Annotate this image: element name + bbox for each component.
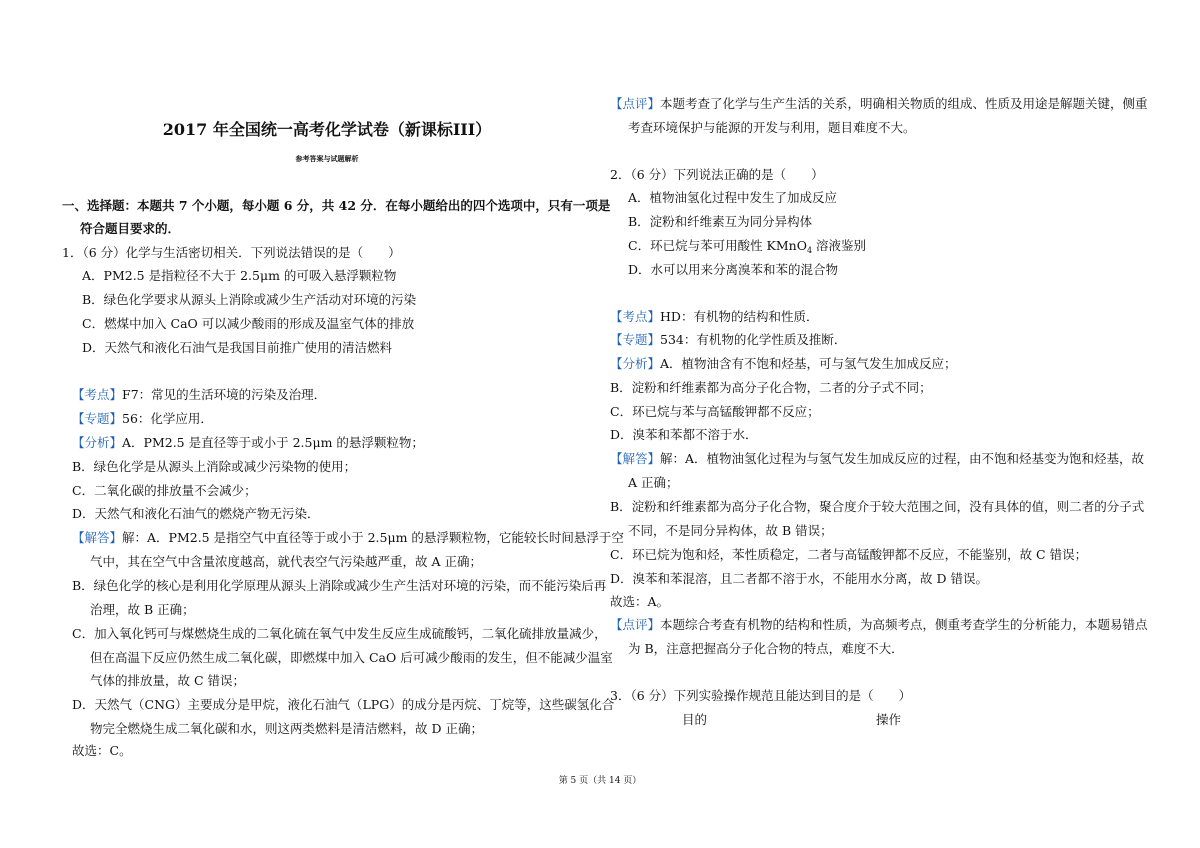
q2-option-d: D．水可以用来分离溴苯和苯的混合物 [628, 262, 839, 277]
zhuanti-tag: 【专题】 [72, 411, 123, 426]
q1-zhuanti [72, 411, 213, 427]
q1-jieda-line-4: 治理，故 B 正确； [90, 602, 195, 617]
q2-kaodian [610, 309, 818, 325]
q3-column-purpose: 目的 [682, 712, 708, 727]
q2-zhuanti-text: 534：有机物的化学性质及推断． [660, 332, 847, 347]
q1-option-a: A．PM2.5 是指粒径不大于 2.5μm 的可吸入悬浮颗粒物 [82, 268, 397, 283]
q2-kaodian-text: HD：有机物的结构和性质． [660, 309, 819, 324]
q2-fenxi-line-4: D．溴苯和苯都不溶于水． [610, 427, 758, 442]
q1-stem: 1．（6 分）化学与生活密切相关．下列说法错误的是（ ） [62, 245, 401, 260]
page-footer: 第 5 页（共 14 页） [558, 776, 642, 786]
q1-jieda-line-2: 气中，其在空气中含量浓度越高，就代表空气污染越严重，故 A 正确； [90, 554, 482, 569]
kaodian-tag: 【考点】 [610, 309, 661, 324]
q1-jieda-line-10: 故选：C。 [72, 743, 132, 758]
q1-jieda-line-1: 解：A．PM2.5 是指空气中直径等于或小于 2.5μm 的悬浮颗粒物，它能较长时间悬浮于空 [122, 530, 624, 545]
q2-zhuanti [610, 332, 846, 348]
q1-zhuanti-text: 56：化学应用． [122, 411, 213, 426]
q1-fenxi-line-2: B．绿色化学是从源头上消除或减少污染物的使用； [72, 459, 357, 474]
section-heading-line-2: 符合题目要求的． [80, 221, 181, 236]
q1-option-c: C．燃煤中加入 CaO 可以减少酸雨的形成及温室气体的排放 [82, 316, 415, 331]
q1-jieda-line-7: 气体的排放量，故 C 错误； [90, 673, 246, 688]
q1-dianping-line-2: 考查环境保护与能源的开发与利用，题目难度不大。 [628, 120, 916, 135]
q2-option-c-text: C．环已烷与苯可用酸性 KMnO [628, 238, 807, 253]
kaodian-tag: 【考点】 [72, 387, 123, 402]
q2-option-b: B．淀粉和纤维素互为同分异构体 [628, 214, 813, 229]
q1-option-d: D．天然气和液化石油气是我国目前推广使用的清洁燃料 [82, 340, 393, 355]
q2-fenxi-line-2: B．淀粉和纤维素都为高分子化合物，二者的分子式不同； [610, 380, 932, 395]
q2-option-c-tail: 溶液鉴别 [812, 238, 867, 253]
q1-jieda-line-6: 但在高温下反应仍然生成二氧化碳，即燃煤中加入 CaO 后可减少酸雨的发生，但不能减少温室 [90, 650, 613, 665]
q1-jieda-line-5: C．加入氧化钙可与煤燃烧生成的二氧化硫在氧气中发生反应生成硫酸钙，二氧化硫排放量减少， [72, 626, 607, 641]
q1-dianping [610, 96, 1148, 112]
q2-option-c-subscript: 4 [806, 246, 813, 255]
q1-fenxi-line-3: C．二氧化碳的排放量不会减少； [72, 483, 257, 498]
dianping-tag: 【点评】 [610, 617, 661, 632]
q2-fenxi [610, 356, 957, 372]
q2-option-c [628, 238, 866, 254]
q2-jieda-line-6: D．溴苯和苯混溶，且二者都不溶于水，不能用水分离，故 D 错误。 [610, 571, 988, 586]
q1-kaodian [72, 387, 326, 403]
page-title: 2017 年全国统一高考化学试卷（新课标III） [162, 120, 492, 139]
q2-jieda-line-1: 解：A．植物油氢化过程为与氢气发生加成反应的过程，由不饱和烃基变为饱和烃基，故 [660, 451, 1145, 466]
q1-option-b: B．绿色化学要求从源头上消除或减少生产活动对环境的污染 [82, 292, 417, 307]
q2-fenxi-line-1: A．植物油含有不饱和烃基，可与氢气发生加成反应； [660, 356, 957, 371]
q1-dianping-line-1: 本题考查了化学与生产生活的关系，明确相关物质的组成、性质及用途是解题关键，侧重 [660, 96, 1148, 111]
q2-dianping-line-1: 本题综合考查有机物的结构和性质，为高频考点，侧重考查学生的分析能力，本题易错点 [660, 617, 1148, 632]
fenxi-tag: 【分析】 [610, 356, 661, 371]
fenxi-tag: 【分析】 [72, 435, 123, 450]
page-subtitle: 参考答案与试题解析 [295, 154, 359, 163]
zhuanti-tag: 【专题】 [610, 332, 661, 347]
q2-jieda-line-3: B．淀粉和纤维素都为高分子化合物，聚合度介于较大范围之间，没有具体的值，则二者的分子式 [610, 499, 1145, 514]
q1-jieda-line-9: 物完全燃烧生成二氧化碳和水，则这两类燃料是清洁燃料，故 D 正确； [90, 721, 483, 736]
jieda-tag: 【解答】 [610, 451, 661, 466]
jieda-tag: 【解答】 [72, 530, 123, 545]
q2-stem: 2．（6 分）下列说法正确的是（ ） [610, 167, 824, 182]
q3-stem: 3．（6 分）下列实验操作规范且能达到目的是（ ） [610, 688, 912, 703]
q2-jieda-line-5: C．环已烷为饱和烃，苯性质稳定，二者与高锰酸钾都不反应，不能鉴别，故 C 错误； [610, 547, 1088, 562]
q1-jieda [72, 530, 624, 546]
q2-option-a: A．植物油氢化过程中发生了加成反应 [628, 190, 838, 205]
q2-dianping-line-2: 为 B，注意把握高分子化合物的特点，难度不大． [628, 641, 904, 656]
q1-jieda-line-3: B．绿色化学的核心是利用化学原理从源头上消除或减少生产生活对环境的污染，而不能污染后再 [72, 578, 607, 593]
q2-jieda-line-4: 不同，不是同分异构体，故 B 错误； [628, 523, 833, 538]
q2-fenxi-line-3: C．环已烷与苯与高锰酸钾都不反应； [610, 404, 820, 419]
dianping-tag: 【点评】 [610, 96, 661, 111]
q1-fenxi-line-1: A．PM2.5 是直径等于或小于 2.5μm 的悬浮颗粒物； [122, 435, 424, 450]
q1-fenxi [72, 435, 424, 451]
q1-kaodian-text: F7：常见的生活环境的污染及治理． [122, 387, 327, 402]
q3-column-operation: 操作 [876, 712, 902, 727]
section-heading-line-1: 一、选择题：本题共 7 个小题，每小题 6 分，共 42 分．在每小题给出的四个选项中，只有一项是 [62, 198, 611, 213]
q2-jieda-line-7: 故选：A。 [610, 594, 670, 609]
q2-jieda-line-2: A 正确； [628, 475, 679, 490]
q1-fenxi-line-4: D．天然气和液化石油气的燃烧产物无污染． [72, 506, 320, 521]
q2-jieda [610, 451, 1144, 467]
q1-jieda-line-8: D．天然气（CNG）主要成分是甲烷，液化石油气（LPG）的成分是丙烷、丁烷等，这些碳氢化合 [72, 697, 615, 712]
q2-dianping [610, 617, 1148, 633]
